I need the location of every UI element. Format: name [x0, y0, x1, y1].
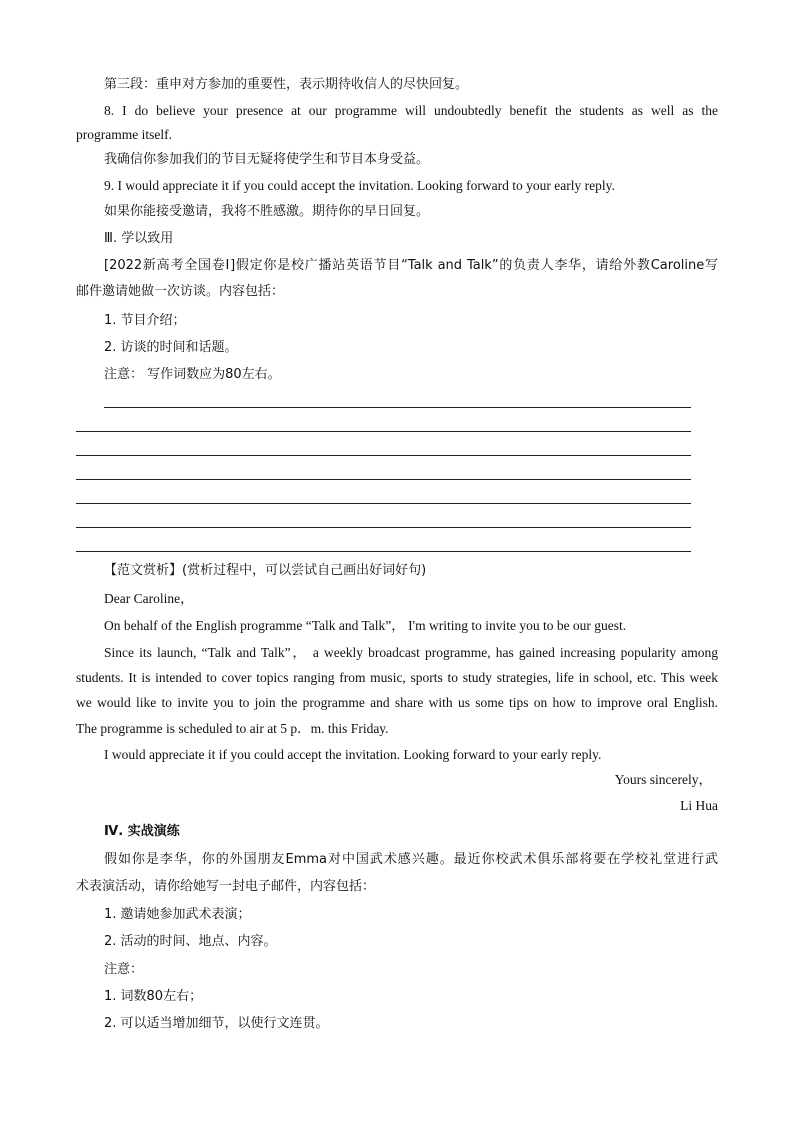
practice-note2: 2. 可以适当增加细节，以使行文连贯。 [104, 1016, 329, 1031]
practice-line1: 假如你是李华，你的外国朋友Emma对中国武术感兴趣。最近你校武术俱乐部将要在学校礼堂进行武 [104, 852, 718, 867]
model-paragraph2-line4: The programme is scheduled to air at 5 p．m. this Friday. [76, 721, 389, 736]
practice-line2: 术表演活动，请你给她写一封电子邮件，内容包括： [76, 879, 376, 894]
model-paragraph1: On behalf of the English programme “Talk and Talk”， I'm writing to invite you to be our guest. [104, 618, 627, 633]
writing-line [76, 527, 691, 528]
part4-heading: Ⅳ. 实战演练 [104, 824, 180, 839]
practice-item2: 2. 活动的时间、地点、内容。 [104, 934, 277, 949]
practice-note1: 1. 词数80左右； [104, 989, 203, 1004]
task-note: 注意： 写作词数应为80左右。 [104, 367, 281, 382]
task-line2: 邮件邀请她做一次访谈。内容包括： [76, 284, 285, 299]
writing-line [76, 431, 691, 432]
task-item1: 1. 节目介绍； [104, 313, 186, 328]
model-essay-heading: 【范文赏析】(赏析过程中，可以尝试自己画出好词好句) [104, 563, 427, 578]
model-signature: Li Hua [680, 798, 718, 813]
model-paragraph2-line3: we would like to invite you to join the programme and share with us some tips on how to improve oral English. [76, 695, 718, 710]
sentence-8-line1: 8. I do believe your presence at our programme will undoubtedly benefit the students as well as the [104, 103, 718, 118]
task-line1: [2022新高考全国卷Ⅰ]假定你是校广播站英语节目“Talk and Talk”的负责人李华，请给外教Caroline写 [104, 258, 718, 273]
practice-item1: 1. 邀请她参加武术表演； [104, 907, 251, 922]
model-paragraph2-line2: students. It is intended to cover topics ranging from music, sports to study strategies, life in school, etc. This week [76, 670, 718, 685]
sentence-9: 9. I would appreciate it if you could accept the invitation. Looking forward to your early reply. [104, 178, 615, 193]
writing-line [76, 479, 691, 480]
section3-header: 第三段：重申对方参加的重要性，表示期待收信人的尽快回复。 [104, 77, 469, 92]
model-paragraph3: I would appreciate it if you could accept the invitation. Looking forward to your early reply. [104, 747, 602, 762]
model-greeting: Dear Caroline， [104, 591, 194, 606]
sentence-8-translation: 我确信你参加我们的节目无疑将使学生和节目本身受益。 [104, 152, 430, 167]
sentence-9-translation: 如果你能接受邀请，我将不胜感激。期待你的早日回复。 [104, 204, 430, 219]
writing-line [76, 551, 691, 552]
model-paragraph2-line1: Since its launch, “Talk and Talk”， a weekly broadcast programme, has gained increasing popularity among [104, 645, 718, 660]
writing-line [76, 455, 691, 456]
model-closing: Yours sincerely， [614, 772, 712, 787]
writing-line [104, 407, 691, 408]
task-item2: 2. 访谈的时间和话题。 [104, 340, 238, 355]
part3-heading: Ⅲ. 学以致用 [104, 231, 174, 246]
writing-line [76, 503, 691, 504]
practice-note: 注意： [104, 962, 144, 977]
sentence-8-line2: programme itself. [76, 127, 172, 142]
